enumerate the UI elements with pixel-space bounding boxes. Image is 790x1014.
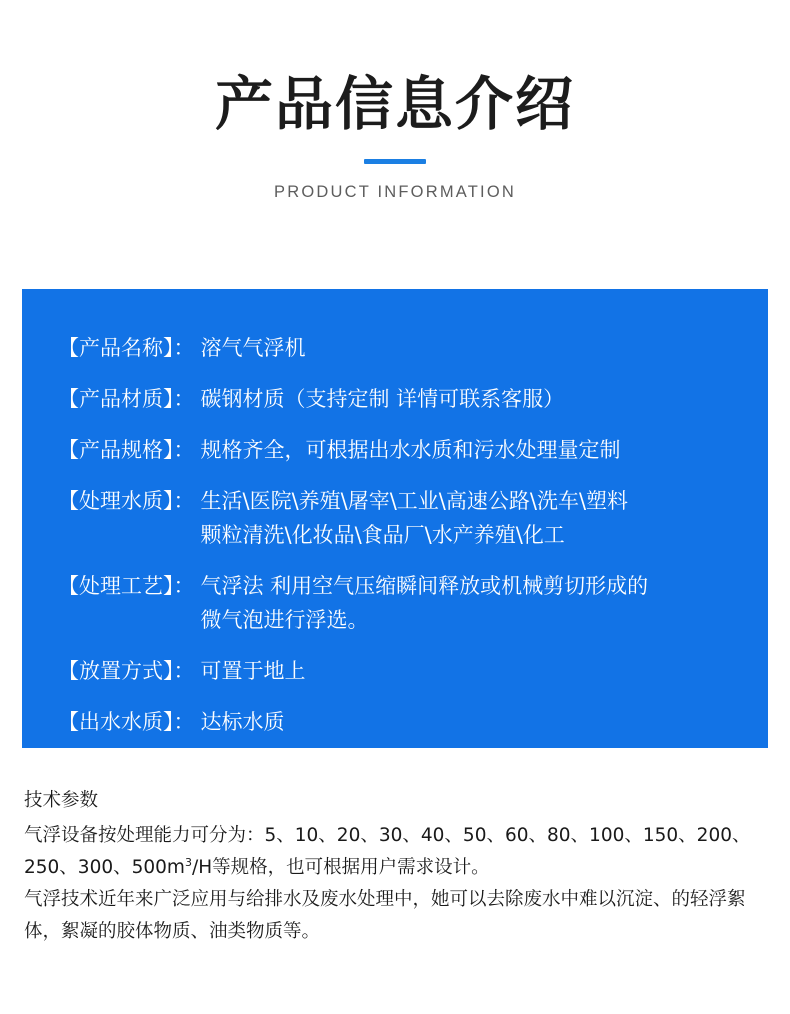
info-row [58,705,732,739]
info-value: 可置于地上 [200,659,306,684]
info-value: 达标水质 [200,710,285,735]
info-value: 碳钢材质（支持定制 详情可联系客服） [200,387,565,412]
info-label: 【处理工艺】： [58,574,195,599]
tech-paragraph-application: 气浮技术近年来广泛应用与给排水及废水处理中，她可以去除废水中难以沉淀、的轻浮絮体，絮凝的胶体物质、油类物质等。 [24,888,746,943]
tech-paragraph-capacity-part2: /H等规格，也可根据用户需求设计。 [191,856,490,878]
info-value: 规格齐全，可根据出水水质和污水处理量定制 [200,438,621,463]
info-row [58,569,732,637]
info-row [58,382,732,416]
product-info-panel [22,289,768,748]
info-value: 溶气气浮机 [200,336,306,360]
info-value-line2: 颗粒清洗\化妆品\食品厂\水产养殖\化工 [200,523,565,548]
page-title: 产品信息介绍 [214,70,575,138]
title-underline-accent [364,159,426,164]
info-row [58,484,732,552]
info-value-multiline [201,484,733,552]
info-label: 【处理水质】： [58,489,195,514]
info-label: 【放置方式】： [58,659,195,684]
info-row [58,331,732,365]
page-subtitle: PRODUCT INFORMATION [274,182,516,201]
page-header [0,0,790,202]
tech-section-title: 技术参数 [24,790,99,811]
tech-paragraph-capacity [24,820,776,884]
info-row [58,433,732,467]
cubic-meter-superscript: 3 [184,855,192,869]
technical-parameters-section [24,786,776,948]
info-label: 【产品名称】： [58,336,195,360]
info-row [58,654,732,688]
info-label: 【出水水质】： [58,710,195,735]
info-value-line1: 气浮法 利用空气压缩瞬间释放或机械剪切形成的 [200,574,649,599]
info-label: 【产品规格】： [58,438,195,463]
info-value-line1: 生活\医院\养殖\屠宰\工业\高速公路\洗车\塑料 [200,489,629,514]
info-value-line2: 微气泡进行浮选。 [200,608,369,633]
info-value-multiline [201,569,733,637]
info-label: 【产品材质】： [58,387,195,412]
tech-paragraph-capacity-part1: 气浮设备按处理能力可分为：5、10、20、30、40、50、60、80、100、150、200、250、300、500m [24,824,751,878]
